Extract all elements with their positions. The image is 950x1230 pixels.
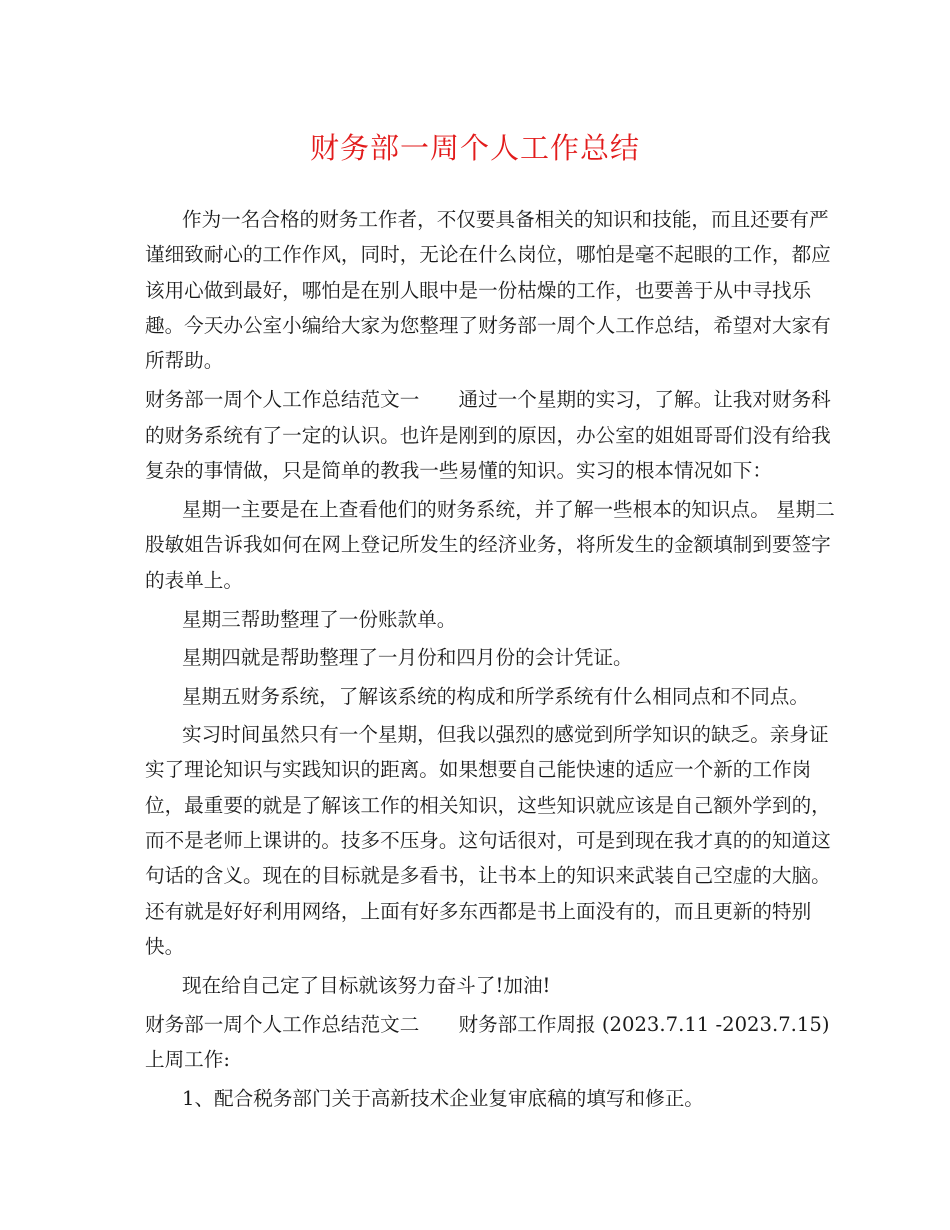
paragraph-line: 而不是老师上课讲的。技多不压身。这句话很对，可是到现在我才真的的知道这 bbox=[145, 829, 831, 852]
paragraph-line: 复杂的事情做，只是简单的教我一些易懂的知识。实习的根本情况如下： bbox=[145, 459, 772, 482]
paragraph-line: 的财务系统有了一定的认识。也许是刚到的原因，办公室的姐姐哥哥们没有给我 bbox=[145, 424, 831, 447]
paragraph-line: 趣。今天办公室小编给大家为您整理了财务部一周个人工作总结，希望对大家有 bbox=[145, 314, 831, 337]
paragraph-line: 句话的含义。现在的目标就是多看书，让书本上的知识来武装自己空虚的大脑。 bbox=[145, 864, 831, 887]
paragraph-line: 星期三帮助整理了一份账款单。 bbox=[182, 608, 457, 631]
paragraph-line: 财务部一周个人工作总结范文二 财务部工作周报 (2023.7.11 -2023.7.15) bbox=[145, 1013, 830, 1036]
paragraph-line: 实习时间虽然只有一个星期，但我以强烈的感觉到所学知识的缺乏。亲身证 bbox=[182, 723, 829, 746]
paragraph-line: 的表单上。 bbox=[145, 569, 243, 592]
paragraph-line: 星期四就是帮助整理了一月份和四月份的会计凭证。 bbox=[182, 646, 633, 669]
paragraph-line: 该用心做到最好，哪怕是在别人眼中是一份枯燥的工作，也要善于从中寻找乐 bbox=[145, 279, 812, 302]
paragraph-line: 实了理论知识与实践知识的距离。如果想要自己能快速的适应一个新的工作岗 bbox=[145, 758, 812, 781]
document-title: 财务部一周个人工作总结 bbox=[309, 131, 640, 165]
paragraph-line: 财务部一周个人工作总结范文一 通过一个星期的实习，了解。让我对财务科 bbox=[145, 388, 831, 411]
paragraph-line: 所帮助。 bbox=[145, 349, 224, 372]
paragraph-line: 现在给自己定了目标就该努力奋斗了!加油! bbox=[182, 974, 551, 997]
paragraph-line: 上周工作: bbox=[145, 1048, 230, 1071]
paragraph-line: 星期五财务系统，了解该系统的构成和所学系统有什么相同点和不同点。 bbox=[182, 685, 809, 708]
paragraph-line: 还有就是好好利用网络，上面有好多东西都是书上面没有的，而且更新的特别 bbox=[145, 900, 812, 923]
paragraph-line: 星期一主要是在上查看他们的财务系统，并了解一些根本的知识点。 星期二 bbox=[182, 498, 835, 521]
paragraph-line: 位，最重要的就是了解该工作的相关知识，这些知识就应该是自己额外学到的， bbox=[145, 794, 831, 817]
paragraph-line: 1、配合税务部门关于高新技术企业复审底稿的填写和修正。 bbox=[182, 1087, 704, 1110]
paragraph-line: 作为一名合格的财务工作者，不仅要具备相关的知识和技能，而且还要有严 bbox=[182, 208, 829, 231]
paragraph-line: 快。 bbox=[145, 935, 185, 958]
paragraph-line: 谨细致耐心的工作作风，同时，无论在什么岗位，哪怕是毫不起眼的工作，都应 bbox=[145, 243, 831, 266]
paragraph-line: 股敏姐告诉我如何在网上登记所发生的经济业务，将所发生的金额填制到要签字 bbox=[145, 533, 831, 556]
